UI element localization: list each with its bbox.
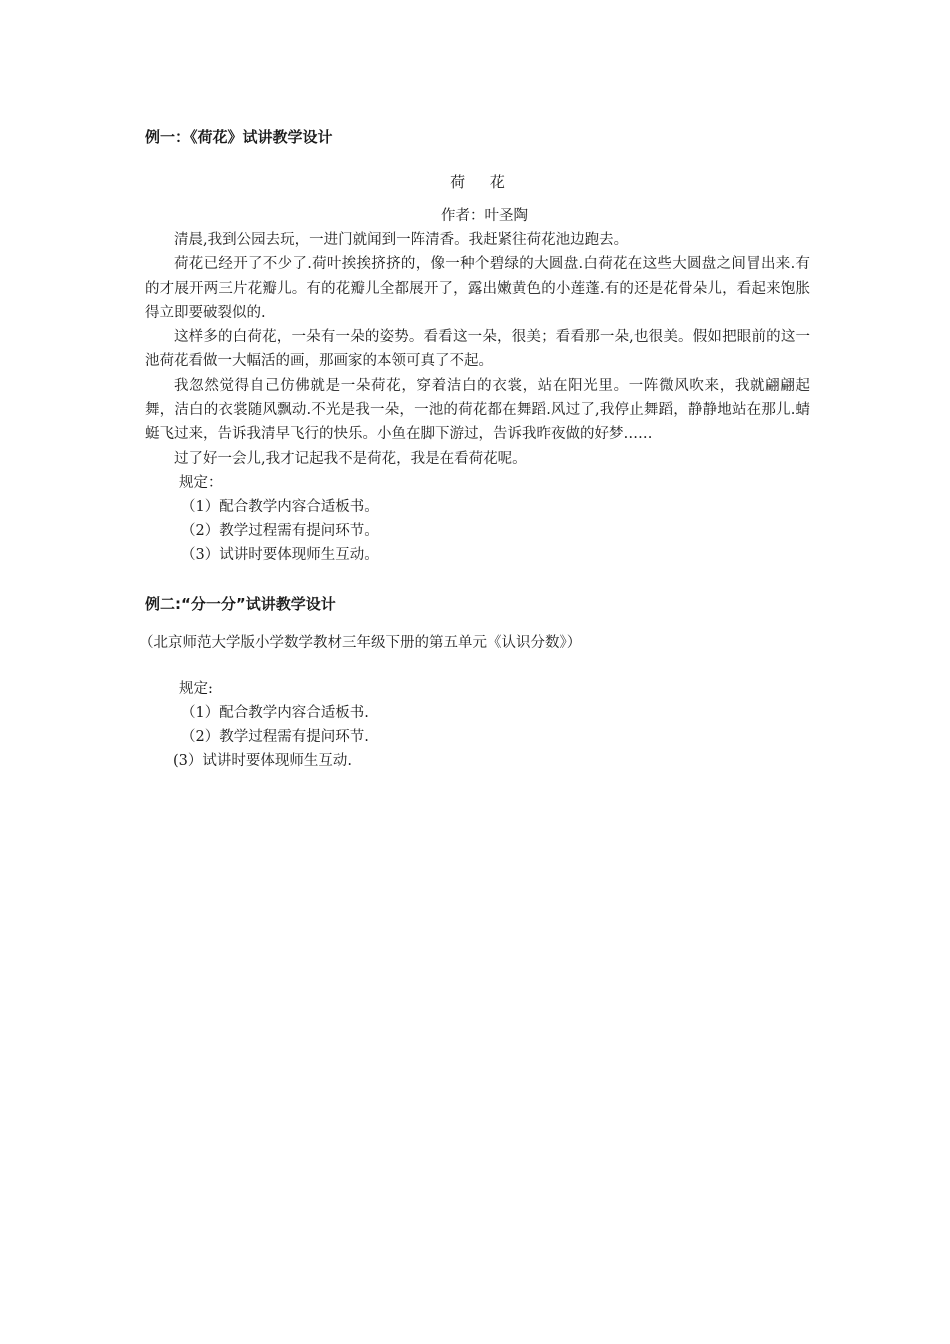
poem-paragraph: 清晨,我到公园去玩，一进门就闻到一阵清香。我赶紧往荷花池边跑去。: [174, 232, 629, 248]
rule-item: （3）试讲时要体现师生互动。: [181, 546, 379, 563]
example2-source: （北京师范大学版小学数学教材三年级下册的第五单元《认识分数》）: [139, 634, 582, 651]
poem-paragraph: 我忽然觉得自己仿佛就是一朵荷花，穿着洁白的衣裳，站在阳光里。一阵微风吹来，我就翩翩起舞，洁白的衣裳随风飘动.不光是我一朵，一池的荷花都在舞蹈.风过了,我停止舞蹈，静静地站在那儿.蜻蜓飞过来，告诉我清早飞行的快乐。小鱼在脚下游过，告诉我昨夜做的好梦……: [145, 377, 810, 443]
spacer: [145, 655, 810, 677]
rules-label: 规定：: [179, 474, 223, 491]
poem-paragraph: 荷花已经开了不少了.荷叶挨挨挤挤的，像一种个碧绿的大圆盘.白荷花在这些大圆盘之间冒出来.有的才展开两三片花瓣儿。有的花瓣儿全都展开了，露出嫩黄色的小莲蓬.有的还是花骨朵儿，看起来饱胀得立即要破裂似的.: [145, 256, 810, 321]
example1-heading: 例一：《荷花》试讲教学设计: [145, 128, 333, 146]
rules-label: 规定:: [179, 680, 213, 697]
poem-paragraph: 过了好一会儿,我才记起我不是荷花，我是在看荷花呢。: [174, 450, 527, 467]
document-content: [139, 124, 810, 773]
poem-author: 作者：叶圣陶: [441, 208, 528, 224]
poem-title: 荷 花: [450, 173, 515, 191]
poem-paragraph: 这样多的白荷花，一朵有一朵的姿势。看看这一朵，很美；看看那一朵,也很美。假如把眼前的这一池荷花看做一大幅活的画，那画家的本领可真了不起。: [145, 329, 810, 370]
example2-heading: 例二:“分一分”试讲教学设计: [145, 594, 336, 613]
rule-item: （1）配合教学内容合适板书.: [181, 704, 369, 721]
example1-rules: [145, 471, 810, 567]
rule-item: （1）配合教学内容合适板书。: [181, 498, 379, 515]
rule-item: (3）试讲时要体现师生互动.: [173, 752, 352, 769]
example2-rules: [145, 677, 810, 773]
rule-item: （2）教学过程需有提问环节。: [181, 522, 379, 539]
rule-item: （2）教学过程需有提问环节.: [181, 728, 369, 745]
